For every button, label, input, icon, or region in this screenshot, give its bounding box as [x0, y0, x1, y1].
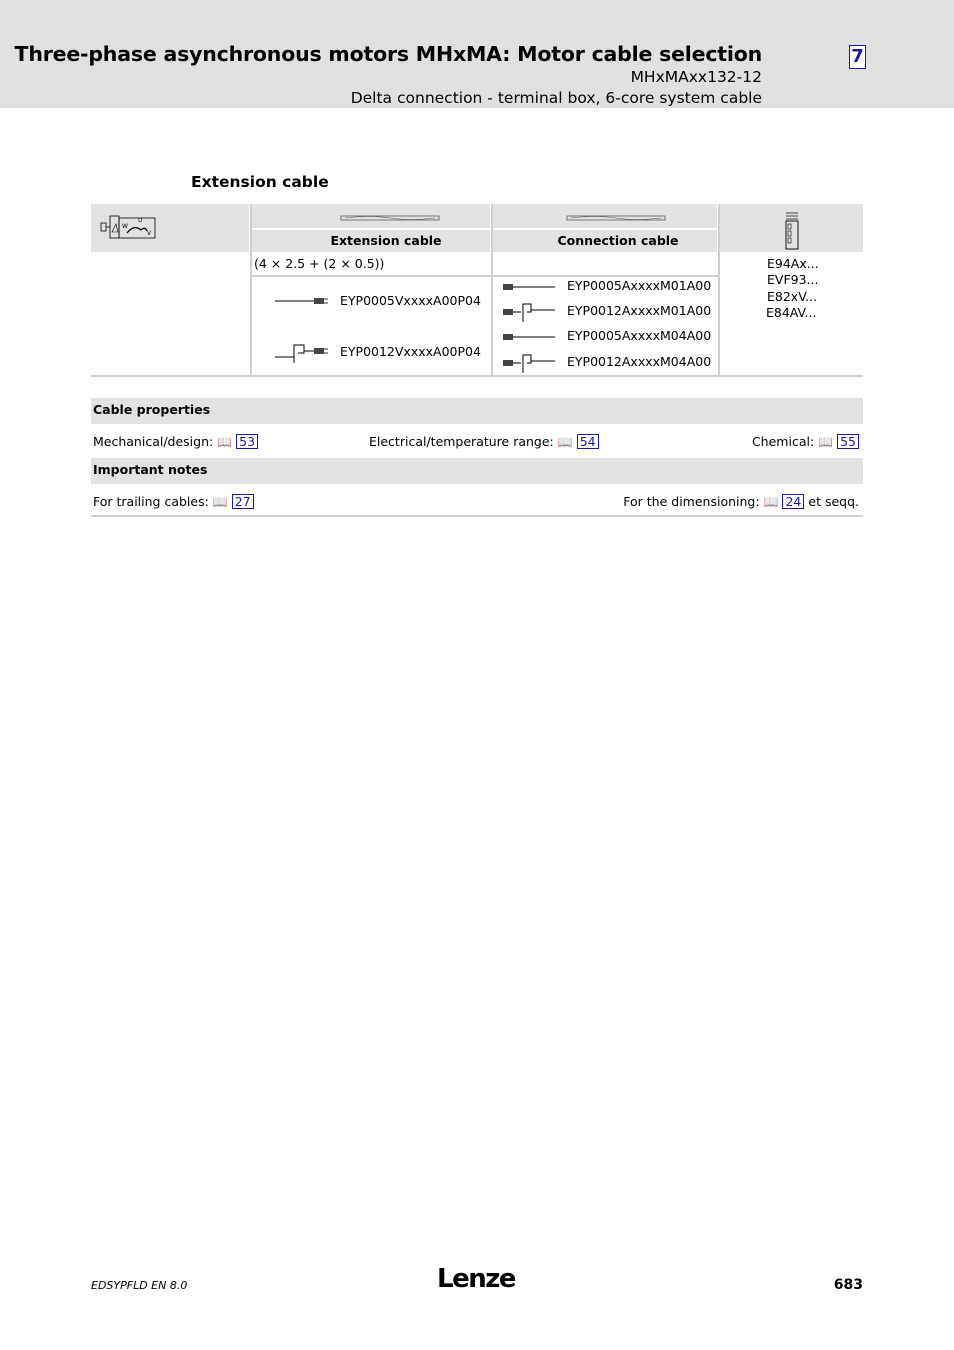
- book-icon: 📖: [212, 495, 228, 509]
- controller-icon: [784, 211, 800, 251]
- connection-cable-angled-icon: [501, 351, 557, 375]
- connection-cable-item: EYP0012AxxxxM04A00: [567, 354, 712, 369]
- svg-text:W: W: [122, 223, 128, 230]
- connection-cable-item: EYP0012AxxxxM01A00: [567, 303, 712, 318]
- controller-item: E82xV...: [767, 289, 818, 304]
- table-bottom-border: [91, 375, 863, 377]
- mechanical-label: Mechanical/design:: [93, 434, 214, 449]
- controller-item: E94Ax...: [767, 256, 819, 271]
- chemical-page-link[interactable]: 55: [837, 434, 859, 449]
- book-icon: 📖: [217, 435, 233, 449]
- book-icon: 📖: [763, 495, 779, 509]
- chemical-label: Chemical:: [751, 434, 815, 449]
- electrical-label: Electrical/temperature range:: [369, 434, 554, 449]
- dimensioning-label: For the dimensioning:: [623, 494, 760, 509]
- extension-cable-item: EYP0012VxxxxA00P04: [340, 344, 481, 359]
- controller-header-cell: [720, 204, 863, 252]
- connection-cable-angled-icon: [501, 300, 557, 324]
- controller-item: E84AV...: [766, 305, 817, 320]
- document-id: EDSYPFLD EN 8.0: [91, 1279, 188, 1292]
- motor-header-cell: [91, 204, 249, 252]
- controller-item: EVF93...: [767, 272, 819, 287]
- dimensioning-reference: [623, 494, 859, 509]
- dimensioning-suffix: et seqq.: [808, 494, 859, 509]
- table-divider: [491, 204, 493, 376]
- chapter-link[interactable]: 7: [849, 45, 866, 69]
- connection-cable-straight-icon: [501, 281, 557, 293]
- cross-section-value: (4 × 2.5 + (2 × 0.5)): [254, 256, 385, 271]
- table-divider: [252, 275, 718, 277]
- mechanical-page-link[interactable]: 53: [236, 434, 258, 449]
- page-subtitle-connection: Delta connection - terminal box, 6-core system cable: [350, 89, 762, 107]
- mechanical-reference: [93, 434, 258, 449]
- trailing-label: For trailing cables:: [93, 494, 209, 509]
- table-divider: [250, 204, 252, 376]
- extension-cable-header: Extension cable: [330, 233, 442, 248]
- book-icon: 📖: [818, 435, 834, 449]
- svg-text:V: V: [147, 230, 152, 237]
- connection-cable-graphic-cell: [493, 204, 717, 228]
- trailing-reference: [93, 494, 254, 509]
- trailing-page-link[interactable]: 27: [232, 494, 254, 509]
- connection-cable-header: Connection cable: [557, 233, 679, 248]
- extension-cable-graphic-cell: [252, 204, 490, 228]
- page-title: Three-phase asynchronous motors MHxMA: Motor cable selection: [14, 42, 762, 66]
- extension-cable-label-cell: [252, 230, 490, 252]
- connection-cable-label-cell: [493, 230, 717, 252]
- extension-cable-item: EYP0005VxxxxA00P04: [340, 293, 481, 308]
- dimensioning-page-link[interactable]: 24: [782, 494, 804, 509]
- cable-properties-heading: Cable properties: [93, 402, 211, 417]
- important-notes-heading: Important notes: [93, 462, 208, 477]
- connection-cable-icon: [566, 214, 666, 222]
- extension-cable-straight-icon: [274, 295, 330, 307]
- electrical-reference: [369, 434, 599, 449]
- extension-cable-icon: [340, 214, 440, 222]
- connection-cable-item: EYP0005AxxxxM01A00: [567, 278, 712, 293]
- table-divider: [718, 204, 720, 376]
- page-subtitle-model: MHxMAxx132-12: [630, 68, 762, 86]
- motor-terminal-box-icon: [99, 214, 159, 242]
- connection-cable-straight-icon: [501, 331, 557, 343]
- extension-cable-angled-icon: [274, 341, 330, 365]
- chemical-reference: [752, 434, 859, 449]
- svg-text:U: U: [138, 217, 143, 224]
- lenze-logo: Lenze: [437, 1264, 515, 1294]
- page-number: 683: [833, 1277, 863, 1293]
- electrical-page-link[interactable]: 54: [577, 434, 599, 449]
- connection-cable-item: EYP0005AxxxxM04A00: [567, 328, 712, 343]
- section-title: Extension cable: [191, 173, 329, 191]
- book-icon: 📖: [557, 435, 573, 449]
- notes-bottom-border: [91, 515, 863, 517]
